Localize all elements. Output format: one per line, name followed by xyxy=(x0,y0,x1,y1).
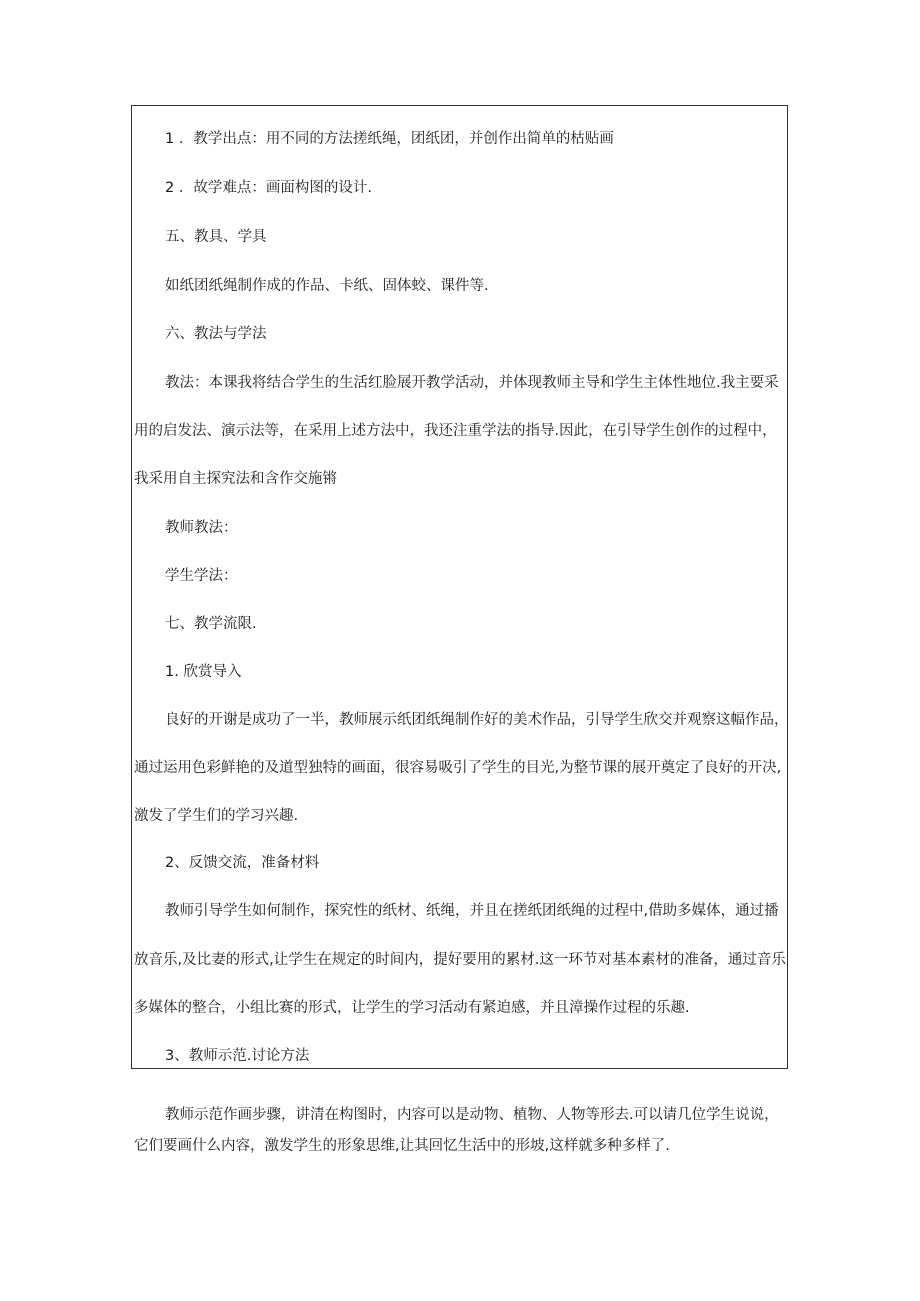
step-1-paragraph-line-3: 激发了学生们的学习兴趣. xyxy=(134,808,299,824)
step-2-paragraph-line-1: 教师引导学生如何制作，探究性的纸材、纸绳，并且在搓纸团纸绳的过程中,借助多媒体，通过播 xyxy=(165,903,779,919)
step-1-paragraph-line-2: 通过运用色彩鲜艳的及道型独特的画面，很容易吸引了学生的目光,为整节课的展开奠定了良好的开决, xyxy=(134,760,782,776)
step-2-paragraph-line-2: 放音乐,及比妻的形式,让学生在规定的时间内，提好要用的累材.这一环节对基本素材的准备，通过音乐 xyxy=(134,952,786,968)
methods-paragraph-line-2: 用的启发法、演示法等，在采用上述方法中，我还注重学法的指导.因此，在引导学生创作的过程中， xyxy=(134,423,777,439)
section-heading-process: 七、教学流限. xyxy=(165,616,257,632)
student-method-label: 学生学法： xyxy=(165,568,238,584)
step-1-heading: 1. 欣赏导入 xyxy=(165,664,242,680)
section-heading-tools: 五、教具、学具 xyxy=(165,229,267,245)
step-1-paragraph-line-1: 良好的开谢是成功了一半，教师展示纸团纸绳制作好的美术作品，引导学生欣交并观察这幅作品， xyxy=(165,712,789,728)
methods-paragraph-line-3: 我采用自主探究法和含作交施锵 xyxy=(134,471,337,487)
step-3-paragraph-line-2: 它们要画什么内容，激发学生的形象思维,让其回忆生活中的形坡,这样就多种多样了. xyxy=(134,1138,670,1154)
content-table-cell xyxy=(131,105,788,1069)
step-2-paragraph-line-3: 多媒体的整合，小组比赛的形式，让学生的学习活动有紧迫感，并且漳操作过程的乐趣. xyxy=(134,1000,690,1016)
step-2-heading: 2、反馈交流，准备材料 xyxy=(165,855,320,871)
methods-paragraph-line-1: 教法：本课我将结合学生的生活红脸展开教学活动，并体现教师主导和学生主体性地位.我主要采 xyxy=(165,375,779,391)
difficulty-line: 2 ．故学难点：画面构图的设计. xyxy=(165,180,372,196)
step-3-paragraph-line-1: 教师示范作画步骤，讲清在构图时，内容可以是动物、植物、人物等形去.可以请几位学生说说， xyxy=(165,1107,779,1123)
section-heading-methods: 六、教法与学法 xyxy=(165,326,267,342)
step-3-heading: 3、教师示范.讨论方法 xyxy=(165,1048,310,1064)
key-point-line: 1 ．教学出点：用不同的方法搓纸绳，团纸团，并创作出简单的枯贴画 xyxy=(165,131,614,147)
teacher-method-label: 教师教法： xyxy=(165,520,238,536)
tools-text: 如纸团纸绳制作成的作品、卡纸、固体蛟、课件等. xyxy=(165,278,489,294)
